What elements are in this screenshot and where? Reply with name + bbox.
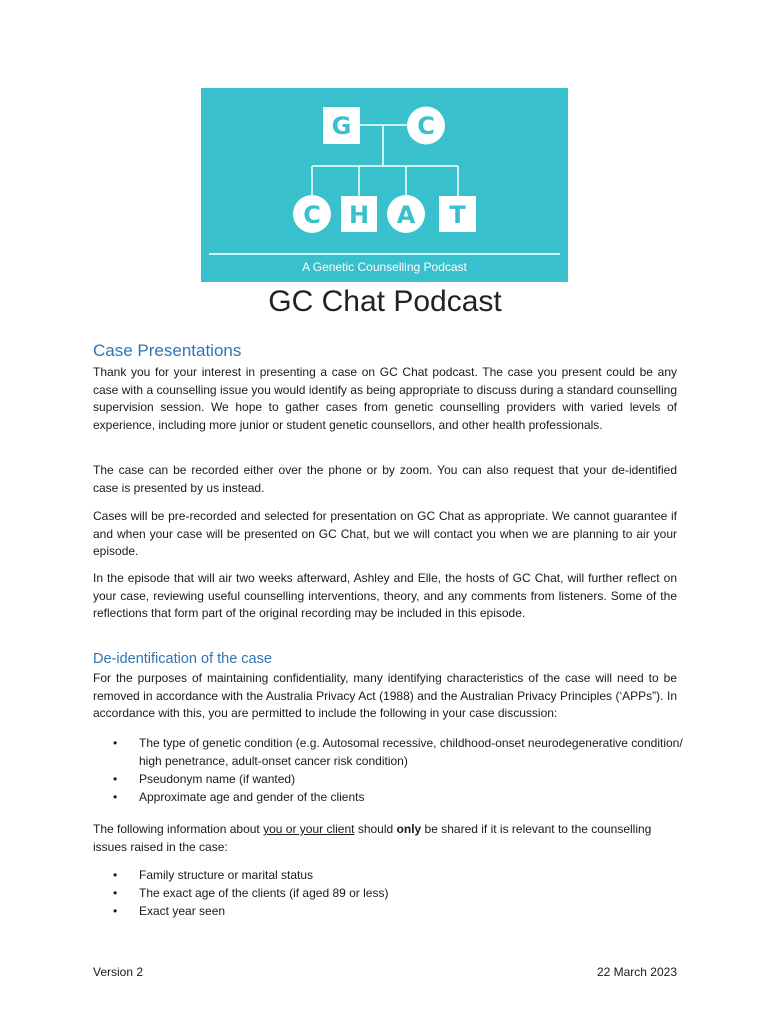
bullet-icon: •	[113, 868, 118, 882]
footer-version: Version 2	[93, 965, 144, 979]
underlined-text: you or your client	[263, 822, 355, 836]
bullet-icon: •	[113, 772, 118, 786]
section-heading-deidentification: De-identification of the case	[93, 651, 272, 667]
logo-graphic	[201, 88, 568, 282]
logo-letter-c-bottom: C	[303, 201, 321, 229]
section-heading-case-presentations: Case Presentations	[93, 341, 242, 360]
list-item: • Pseudonym name (if wanted)	[113, 772, 296, 786]
list-item: • Family structure or marital status	[113, 868, 314, 882]
footer-date: 22 March 2023	[596, 965, 677, 979]
paragraph-recording: The case can be recorded either over the phone or by zoom. You can also request that your de-identified case is presented by us instead.	[93, 463, 677, 495]
bold-text: only	[396, 822, 422, 836]
bullet-icon: •	[113, 904, 118, 918]
list-item: • Exact year seen	[113, 904, 226, 918]
paragraph-episode: In the episode that will air two weeks afterward, Ashley and Elle, the hosts of GC Chat, will further reflect on your case, reviewing useful counselling interventions, theory, and any comments from listeners. Some of the reflections that form part of the original recording may be included in this episode.	[93, 571, 677, 621]
list-item: • The exact age of the clients (if aged 89 or less)	[113, 886, 389, 900]
page-title: GC Chat Podcast	[268, 285, 502, 318]
logo-letter-a: A	[396, 201, 416, 229]
list-item: • Approximate age and gender of the clients	[113, 790, 365, 804]
restricted-list	[113, 866, 683, 920]
logo-letter-g: G	[331, 112, 352, 140]
gc-chat-logo	[201, 88, 568, 282]
paragraph-restricted-intro: The following information about you or your client should only be shared if it is relevant to the counselling issues raised in the case:	[93, 822, 652, 854]
paragraph-privacy: For the purposes of maintaining confidentiality, many identifying characteristics of the case will need to be removed in accordance with the Australia Privacy Act (1988) and the Australian Privacy Principles (‘APPs”). In accordance with this, you are permitted to include the following in your case discussion:	[93, 671, 677, 721]
paragraph-intro: Thank you for your interest in presenting a case on GC Chat podcast. The case you present could be any case with a counselling issue you would identify as being appropriate to discuss during a standard counselling supervision session. We hope to gather cases from genetic counselling providers with varied levels of experience, including more junior or student genetic counsellors, and other health professionals.	[93, 365, 677, 433]
logo-tagline: A Genetic Counselling Podcast	[302, 260, 467, 274]
paragraph-selection: Cases will be pre-recorded and selected for presentation on GC Chat as appropriate. We cannot guarantee if and when your case will be presented on GC Chat, but we will contact you when we are planning to air your episode.	[93, 509, 677, 559]
bullet-icon: •	[113, 736, 118, 750]
bullet-icon: •	[113, 886, 118, 900]
bullet-icon: •	[113, 790, 118, 804]
permitted-list	[113, 734, 683, 806]
logo-letter-h: H	[348, 201, 370, 229]
logo-letter-c: C	[417, 112, 435, 140]
list-item: • The type of genetic condition (e.g. Autosomal recessive, childhood-onset neurodegenerative condition/ high penetrance, adult-onset cancer risk condition)	[113, 736, 683, 768]
logo-letter-t: T	[449, 201, 466, 229]
